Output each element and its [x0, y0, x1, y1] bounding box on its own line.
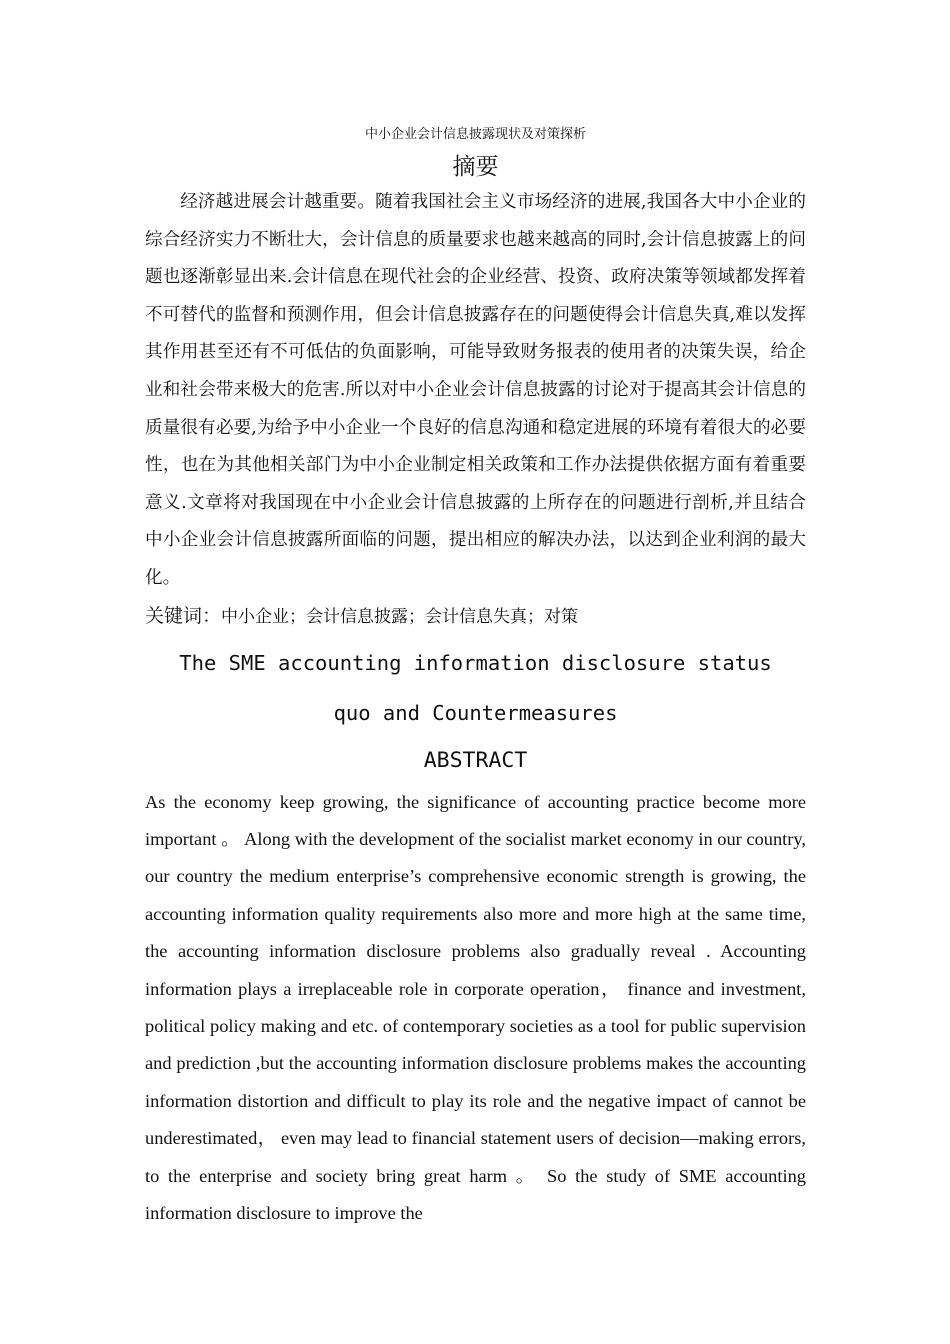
keywords-value: 中小企业；会计信息披露；会计信息失真；对策: [221, 606, 579, 627]
page-content: [145, 120, 806, 1232]
running-title: 中小企业会计信息披露现状及对策探析: [364, 127, 586, 142]
keywords-label: 关键词：: [145, 604, 222, 627]
english-title-line-1: The SME accounting information disclosure status: [179, 650, 772, 675]
chinese-abstract-heading: 摘要: [452, 154, 499, 180]
keywords-line: [145, 598, 806, 634]
chinese-abstract-body: 经济越进展会计越重要。随着我国社会主义市场经济的进展,我国各大中小企业的综合经济实力不断壮大，会计信息的质量要求也越来越高的同时,会计信息披露上的问题也逐渐彰显出来.会计信息在现代社会的企业经营、投资、政府决策等领域都发挥着不可替代的监督和预测作用，但会计信息披露存在的问题使得会计信息失真,难以发挥其作用甚至还有不可低估的负面影响，可能导致财务报表的使用者的决策失误，给企业和社会带来极大的危害.所以对中小企业会计信息披露的讨论对于提高其会计信息的质量很有必要,为给予中小企业一个良好的信息沟通和稳定进展的环境有着很大的必要性，也在为其他相关部门为中小企业制定相关政策和工作办法提供依据方面有着重要意义.文章将对我国现在中小企业会计信息披露的上所存在的问题进行剖析,并且结合中小企业会计信息披露所面临的问题，提出相应的解决办法，以达到企业利润的最大化。: [145, 192, 806, 588]
english-title: [145, 638, 806, 738]
english-abstract-heading: ABSTRACT: [423, 747, 528, 773]
english-title-line-2: quo and Countermeasures: [333, 700, 618, 725]
english-abstract-body: As the economy keep growing, the significance of accounting practice become more important 。 Along with the development of the socialist market economy in our country, our country the medium enterprise’s comprehensive economic strength is growing, the accounting information quality requirements also more and more high at the same time, the accounting information disclosure problems also gradually reveal . Accounting information plays a irreplaceable role in corporate operation， finance and investment, political policy making and etc. of contemporary societies as a tool for public supervision and prediction ,but the accounting information disclosure problems makes the accounting information distortion and difficult to play its role and the negative impact of cannot be underestimated， even may lead to financial statement users of decision—making errors, to the enterprise and society bring great harm 。 So the study of SME accounting information disclosure to improve the: [145, 791, 806, 1223]
